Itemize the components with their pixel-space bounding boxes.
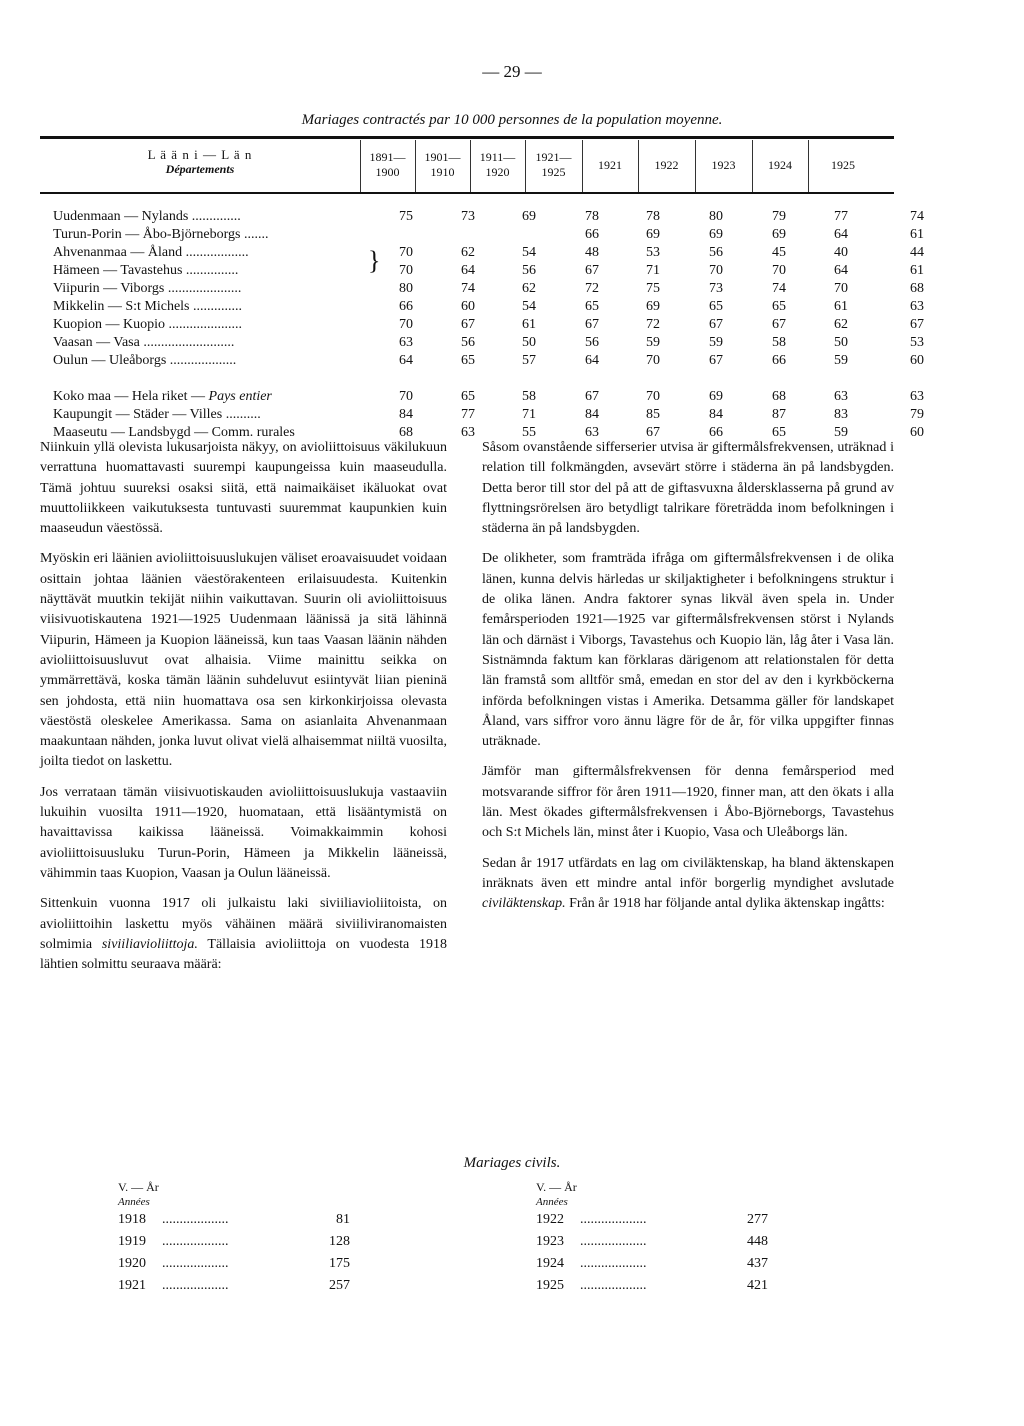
sv-paragraph-1: Såsom ovanstående sifferserier utvisa är giftermålsfrekvensen, uträknad i relation till folkmängden, avsevärt större i städerna än på landsbygden. Detta beror till stor del på att de giftasvuxna åldersklasserna på grund av flyttningsrörelsen äro betydligt talrikare företrädda inom befolkningen i städerna än på landsbygden.	[482, 440, 894, 537]
civil-year: 1920	[118, 1256, 146, 1271]
region-name: Ahvenanmaa — Åland ..................	[53, 245, 249, 260]
region-value: 64	[399, 353, 413, 368]
region-value: 61	[522, 317, 536, 332]
total-value: 85	[646, 407, 660, 422]
total-value: 70	[646, 389, 660, 404]
civil-row	[536, 1231, 768, 1253]
header-divider	[752, 140, 753, 192]
data-table	[53, 208, 930, 442]
region-value: 66	[772, 353, 786, 368]
region-value: 69	[772, 227, 786, 242]
region-value: 56	[585, 335, 599, 350]
total-value: 71	[522, 407, 536, 422]
region-value: 60	[461, 299, 475, 314]
region-value: 74	[910, 209, 924, 224]
civil-list-left	[118, 1209, 350, 1297]
total-value: 70	[399, 389, 413, 404]
region-value: 62	[834, 317, 848, 332]
total-value: 65	[772, 425, 786, 440]
region-row	[53, 208, 930, 226]
civil-year: 1921	[118, 1278, 146, 1293]
civil-head-right	[536, 1180, 768, 1209]
civil-year: 1918	[118, 1212, 146, 1227]
civil-marriages-title: Mariages civils.	[463, 1155, 561, 1171]
region-value: 78	[585, 209, 599, 224]
region-value: 77	[834, 209, 848, 224]
civil-year: 1925	[536, 1278, 564, 1293]
region-row	[53, 280, 930, 298]
region-value: 59	[646, 335, 660, 350]
region-value: 79	[772, 209, 786, 224]
civil-year: 1923	[536, 1234, 564, 1249]
region-value: 71	[646, 263, 660, 278]
region-value: 67	[709, 353, 723, 368]
fi-paragraph-2: Myöskin eri läänien avioliittoisuuslukujen väliset eroavaisuudet voidaan osittain johtaa läänien väestörakenteen erilaisuudesta. Kuitenkin näyttävät muutkin tekijät niihin vaikuttavan. Suurin oli avioliittoisuus viisivuotiskautena 1921—1925 Uudenmaan läänissä ja sitä lähinnä Viipurin, Hämeen ja Kuopion lääneissä, kun taas Vaasan läänin nähden avioliittoisuusluvut ovat alhaisia. Viime mainittu seikka on ymmärrettävä, koska tämän läänin suhdeluvut esiintyvät liian pieninä sen johdosta, että niin huomattava osa sen kirkonkirjoissa olevasta väestöstä oleskelee Amerikassa. Sama on asianlaita Ahvenanmaan maakuntaan nähden, jonka luvut olivat vielä alhaisemmat niiltä vuosilta, joilta tiedot on laskettu.	[40, 551, 447, 770]
region-value: 73	[461, 209, 475, 224]
region-value: 67	[585, 263, 599, 278]
total-value: 58	[522, 389, 536, 404]
header-col-8: 1925	[831, 158, 855, 172]
region-value: 69	[646, 227, 660, 242]
region-value	[481, 226, 542, 244]
header-col-5: 1922	[654, 158, 679, 172]
page-number: — 29 —	[482, 62, 542, 81]
civil-value: 437	[747, 1256, 768, 1271]
region-value: 67	[910, 317, 924, 332]
header-col-2: 1911— 1920	[479, 150, 516, 179]
sv-p4-b: civiläktenskap.	[482, 896, 566, 912]
region-value	[419, 226, 481, 244]
fi-paragraph-1: Niinkuin yllä olevista lukusarjoista näkyy, on avioliittoisuus väkilukuun verrattuna huomattavasti suurempi kaupungeissa kuin maaseudulla. Tämä johtuu suureksi osaksi siitä, että naimaikäiset ikäluokat ovat muuttoliikkeen vaikutuksesta tuntuvasti suuremmat kaupunkien kuin maaseudun väestössä.	[40, 440, 447, 537]
region-name: Mikkelin — S:t Michels ..............	[53, 299, 242, 314]
region-value: 53	[646, 245, 660, 260]
total-value: 83	[834, 407, 848, 422]
region-value: 70	[399, 263, 413, 278]
table-top-rule	[40, 136, 894, 139]
civil-value: 448	[747, 1234, 768, 1249]
swedish-column	[482, 438, 894, 925]
region-value: 74	[772, 281, 786, 296]
region-value: 56	[461, 335, 475, 350]
civil-value: 277	[747, 1212, 768, 1227]
region-row	[53, 262, 930, 280]
region-value: 63	[910, 299, 924, 314]
header-col-7: 1924	[768, 158, 792, 172]
civil-row	[536, 1253, 768, 1275]
header-divider	[415, 140, 416, 192]
region-row	[53, 352, 930, 370]
civil-row	[536, 1209, 768, 1231]
table-header-rule	[40, 192, 894, 194]
header-region	[40, 147, 360, 177]
header-col-0: 1891— 1900	[369, 150, 406, 179]
region-value: 56	[522, 263, 536, 278]
region-row	[53, 226, 930, 244]
sv-p4-c: Från år 1918 har följande antal dylika äktenskap ingåtts:	[565, 896, 885, 912]
civil-row	[118, 1231, 350, 1253]
region-value: 65	[585, 299, 599, 314]
fi-paragraph-4	[40, 894, 447, 975]
region-value: 57	[522, 353, 536, 368]
total-value: 55	[522, 425, 536, 440]
fi-paragraph-3: Jos verrataan tämän viisivuotiskauden avioliittoisuuslukuja vastaaviin lukuihin vuosilta 1911—1920, huomataan, että lisääntymistä on havaittavissa kaikissa lääneissä. Voimakkaimmin kohosi avioliittoisuusluku Turun-Porin, Hämeen ja Mikkelin lääneissä, vähimmin taas Kuopion, Vaasan ja Oulun lääneissä.	[40, 784, 447, 881]
total-value: 84	[585, 407, 599, 422]
civil-row	[118, 1253, 350, 1275]
region-value: 75	[646, 281, 660, 296]
civil-year: 1919	[118, 1234, 146, 1249]
region-value: 66	[399, 299, 413, 314]
total-row	[53, 388, 930, 406]
region-value: 56	[709, 245, 723, 260]
region-value: 65	[709, 299, 723, 314]
region-value: 61	[910, 263, 924, 278]
sv-p4-a: Sedan år 1917 utfärdats en lag om civiläktenskap, ha bland äktenskapen inräknats även ett mindre antal inför borgerlig myndighet avslutade	[482, 855, 894, 891]
civil-row	[536, 1275, 768, 1297]
region-value: 73	[709, 281, 723, 296]
region-value: 64	[585, 353, 599, 368]
region-value: 72	[585, 281, 599, 296]
region-name: Kuopion — Kuopio .....................	[53, 317, 242, 332]
civil-value: 128	[329, 1234, 350, 1249]
region-value: 70	[399, 245, 413, 260]
header-col-4: 1921	[598, 158, 622, 172]
total-value: 59	[834, 425, 848, 440]
sv-paragraph-2: De olikheter, som framträda ifråga om giftermålsfrekvensen i de olika länen, kunna delvis härledas ur skiljaktigheter i befolkningens struktur i de olika länen. Andra faktorer synas likväl även spela in. Under femårsperioden 1921—1925 var giftermålsfrekvensen störst i Nylands län och därnäst i Viborgs, Tavastehus och Kuopio län, låg åter i Vasa län. Sistnämnda faktum kan förklaras därigenom att relationstalen för detta län framstå som alltför små, emedan en stor del av den i kyrkböckerna införda befolkningen vistas i Amerika. Detsamma gäller för landskapet Åland, vars siffror voro ännu lägre för de år, för vilka uppgifter finnas uträknade.	[482, 551, 894, 750]
region-value: 45	[772, 245, 786, 260]
region-value: 64	[461, 263, 475, 278]
total-name: Koko maa — Hela riket — Pays entier	[53, 389, 272, 404]
total-row	[53, 406, 930, 424]
header-col-6: 1923	[711, 158, 736, 172]
region-value: 62	[522, 281, 536, 296]
region-name: Vaasan — Vasa ..........................	[53, 335, 235, 350]
civil-table-left	[118, 1180, 350, 1297]
civil-head-left	[118, 1180, 350, 1209]
civil-dots: ...................	[162, 1234, 229, 1249]
region-value: 68	[910, 281, 924, 296]
region-value: 66	[585, 227, 599, 242]
total-value: 67	[585, 389, 599, 404]
civil-dots: ...................	[580, 1212, 647, 1227]
header-divider	[582, 140, 583, 192]
fi-p4-b: siviiliavioliittoja.	[101, 936, 198, 952]
civil-table-right	[536, 1180, 768, 1297]
region-value: 75	[399, 209, 413, 224]
total-value: 84	[709, 407, 723, 422]
region-name: Hämeen — Tavastehus ...............	[53, 263, 239, 278]
total-value: 68	[772, 389, 786, 404]
header-divider	[638, 140, 639, 192]
region-value: 50	[522, 335, 536, 350]
region-value: 74	[461, 281, 475, 296]
region-value: 70	[646, 353, 660, 368]
civil-year: 1924	[536, 1256, 564, 1271]
total-name: Maaseutu — Landsbygd — Comm. rurales	[53, 425, 295, 440]
header-region-fi: L ä ä n i — L ä n	[147, 147, 253, 162]
region-row	[53, 316, 930, 334]
total-value: 84	[399, 407, 413, 422]
total-value: 69	[709, 389, 723, 404]
civil-head-fr-left: Années	[118, 1196, 150, 1208]
header-divider	[695, 140, 696, 192]
region-value: 59	[834, 353, 848, 368]
total-value: 63	[910, 389, 924, 404]
region-value: 62	[461, 245, 475, 260]
sv-paragraph-3: Jämför man giftermålsfrekvensen för denna femårsperiod med motsvarande siffror för åren 1911—1920, finner man, att den ökats i alla län. Mest ökades giftermålsfrekvensen i Åbo-Björneborgs, Tavastehus och S:t Michels län, minst åter i Kuopio, Vasa och Uleåborgs län.	[482, 764, 894, 841]
sv-paragraph-4	[482, 854, 894, 915]
region-value: 54	[522, 245, 536, 260]
region-value: 67	[772, 317, 786, 332]
region-value: 69	[522, 209, 536, 224]
region-value: 54	[522, 299, 536, 314]
region-value: 67	[709, 317, 723, 332]
civil-head-fi-left: V. — År	[118, 1180, 159, 1194]
region-value: 78	[646, 209, 660, 224]
region-value: 44	[910, 245, 924, 260]
region-value: 64	[834, 227, 848, 242]
fi-p4-c: Tällaisia avioliittoja on vuodesta 1918 lähtien solmittu seuraava määrä:	[40, 936, 447, 973]
region-value: 40	[834, 245, 848, 260]
total-value: 60	[910, 425, 924, 440]
region-value: 70	[709, 263, 723, 278]
total-value: 87	[772, 407, 786, 422]
region-row	[53, 298, 930, 316]
civil-row	[118, 1209, 350, 1231]
region-value: 67	[461, 317, 475, 332]
region-row	[53, 244, 930, 262]
region-value: 53	[910, 335, 924, 350]
header-col-1: 1901— 1910	[424, 150, 461, 179]
civil-dots: ...................	[580, 1234, 647, 1249]
total-value: 77	[461, 407, 475, 422]
region-value: 48	[585, 245, 599, 260]
region-value: 59	[709, 335, 723, 350]
header-divider	[525, 140, 526, 192]
civil-value: 175	[329, 1256, 350, 1271]
region-value: 67	[585, 317, 599, 332]
total-value: 63	[461, 425, 475, 440]
header-divider	[470, 140, 471, 192]
civil-dots: ...................	[162, 1256, 229, 1271]
region-value	[358, 226, 419, 244]
total-value: 63	[585, 425, 599, 440]
region-value: 80	[399, 281, 413, 296]
header-col-3: 1921— 1925	[535, 150, 572, 179]
finnish-column	[40, 438, 447, 985]
region-name: Oulun — Uleåborgs ...................	[53, 353, 237, 368]
total-value: 68	[399, 425, 413, 440]
region-value: 69	[646, 299, 660, 314]
civil-value: 421	[747, 1278, 768, 1293]
total-value: 67	[646, 425, 660, 440]
civil-dots: ...................	[162, 1212, 229, 1227]
civil-value: 81	[336, 1212, 350, 1227]
region-value: 70	[772, 263, 786, 278]
civil-head-fr-right: Années	[536, 1196, 568, 1208]
region-value: 50	[834, 335, 848, 350]
total-value: 65	[461, 389, 475, 404]
table-gap	[53, 370, 930, 388]
brace-mark: }	[368, 246, 381, 275]
civil-dots: ...................	[580, 1256, 647, 1271]
region-value: 65	[772, 299, 786, 314]
header-region-fr: Départements	[165, 162, 235, 176]
region-value: 61	[834, 299, 848, 314]
civil-list-right	[536, 1209, 768, 1297]
region-value: 63	[399, 335, 413, 350]
header-divider	[808, 140, 809, 192]
region-value: 65	[461, 353, 475, 368]
region-value: 70	[399, 317, 413, 332]
table-title: Mariages contractés par 10 000 personnes de la population moyenne.	[301, 112, 723, 128]
total-value: 66	[709, 425, 723, 440]
total-name: Kaupungit — Städer — Villes ..........	[53, 407, 261, 422]
region-value: 61	[910, 227, 924, 242]
region-value: 60	[910, 353, 924, 368]
fi-p4-a: Sittenkuin vuonna 1917 oli julkaistu laki siviiliavioliitoista, on avioliittoihin laskettu myös vähäinen määrä siviiliviranomaisten solmimia	[40, 896, 447, 952]
total-value: 63	[834, 389, 848, 404]
civil-dots: ...................	[580, 1278, 647, 1293]
civil-year: 1922	[536, 1212, 564, 1227]
region-name: Uudenmaan — Nylands ..............	[53, 209, 241, 224]
total-value: 79	[910, 407, 924, 422]
region-value: 80	[709, 209, 723, 224]
region-name: Viipurin — Viborgs .....................	[53, 281, 242, 296]
region-row	[53, 334, 930, 352]
region-value: 69	[709, 227, 723, 242]
region-value: 72	[646, 317, 660, 332]
region-value: 70	[834, 281, 848, 296]
civil-row	[118, 1275, 350, 1297]
region-name: Turun-Porin — Åbo-Björneborgs .......	[53, 227, 269, 242]
civil-dots: ...................	[162, 1278, 229, 1293]
civil-head-fi-right: V. — År	[536, 1180, 577, 1194]
civil-value: 257	[329, 1278, 350, 1293]
region-value: 64	[834, 263, 848, 278]
region-value: 58	[772, 335, 786, 350]
header-divider	[360, 140, 361, 192]
